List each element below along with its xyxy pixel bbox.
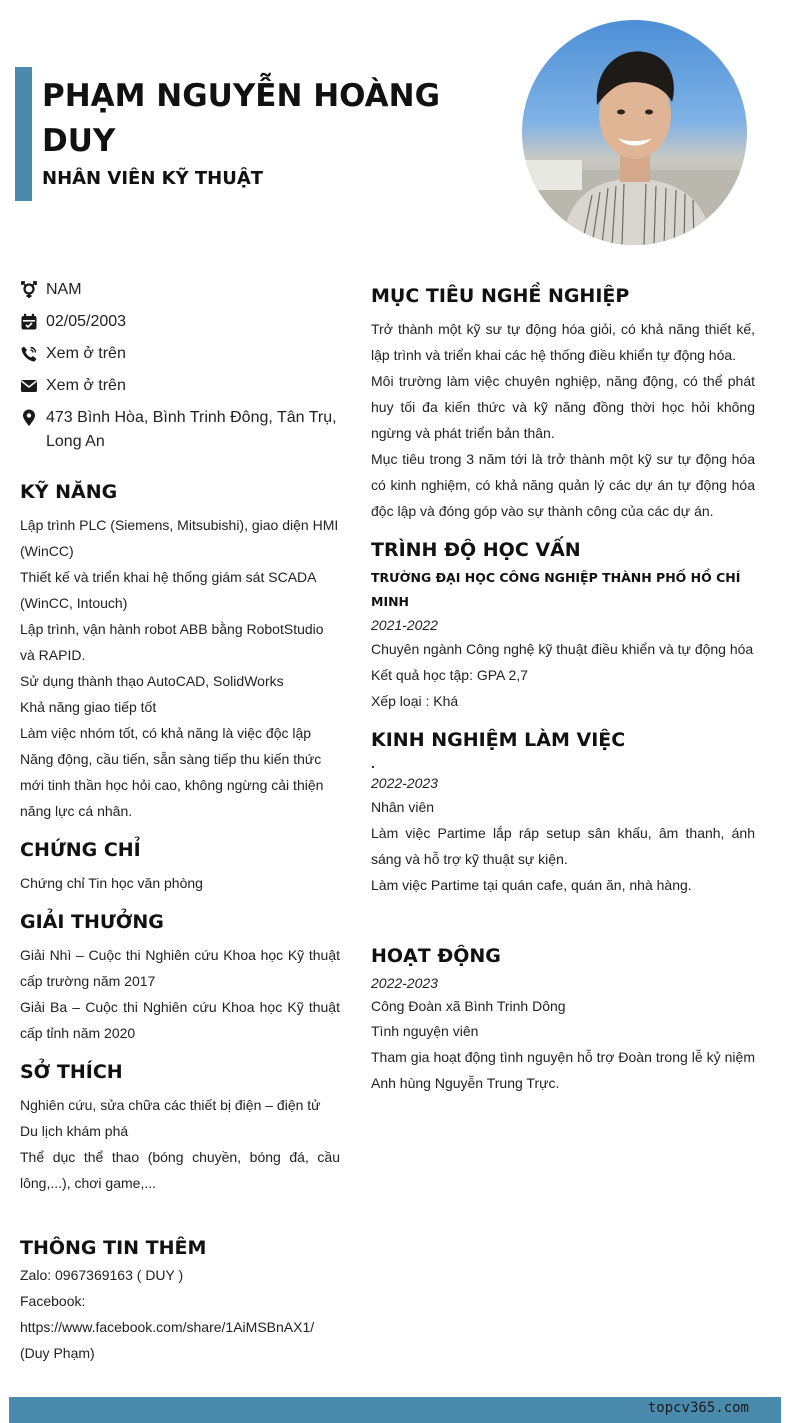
education-period: 2021-2022 bbox=[371, 617, 438, 633]
zalo-text: Zalo: 0967369163 ( DUY ) bbox=[20, 1267, 184, 1283]
facebook-name: (Duy Phạm) bbox=[20, 1345, 95, 1361]
left-column bbox=[20, 278, 340, 1378]
objective-section bbox=[371, 282, 755, 524]
gender-icon bbox=[20, 281, 38, 299]
activities-desc: Tham gia hoạt động tình nguyện hỗ trợ Đoàn trong lễ kỷ niệm Anh hùng Nguyễn Trung Trực. bbox=[371, 1049, 755, 1091]
experience-line: Làm việc Partime lắp ráp setup sân khấu, âm thanh, ánh sáng và hỗ trợ kỹ thuật sự kiện. bbox=[371, 825, 755, 867]
header-accent-bar bbox=[15, 67, 32, 201]
education-title: TRÌNH ĐỘ HỌC VẤN bbox=[371, 539, 581, 561]
map-pin-icon bbox=[20, 409, 38, 427]
certificates-title: CHỨNG CHỈ bbox=[20, 839, 141, 861]
envelope-icon bbox=[20, 377, 38, 395]
contact-phone bbox=[20, 342, 340, 366]
award-item: Giải Ba – Cuộc thi Nghiên cứu Khoa học Kỹ thuật cấp tỉnh năm 2020 bbox=[20, 999, 340, 1041]
birthday-text: 02/05/2003 bbox=[46, 313, 127, 330]
gender-text: NAM bbox=[46, 281, 82, 298]
skill-item: Thiết kế và triển khai hệ thống giám sát SCADA (WinCC, Intouch) bbox=[20, 569, 316, 611]
skill-item: Làm việc nhóm tốt, có khả năng là việc độc lập bbox=[20, 725, 312, 741]
footer-bar bbox=[9, 1397, 781, 1423]
contact-address bbox=[20, 406, 340, 454]
skill-item: Năng động, cầu tiến, sẵn sàng tiếp thu kiến thức mới tinh thần học hỏi cao, không ngừng cải thiện năng lực cá nhân. bbox=[20, 751, 324, 819]
hobby-item: Thể dục thể thao (bóng chuyền, bóng đá, cầu lông,...), chơi game,... bbox=[20, 1149, 340, 1191]
education-line: Xếp loại : Khá bbox=[371, 693, 459, 709]
skills-title: KỸ NĂNG bbox=[20, 481, 118, 503]
calendar-icon bbox=[20, 313, 38, 331]
education-line: Chuyên ngành Công nghệ kỹ thuật điều khiển và tự động hóa bbox=[371, 641, 754, 657]
activities-period: 2022-2023 bbox=[371, 975, 438, 991]
experience-line: Làm việc Partime tại quán cafe, quán ăn, nhà hàng. bbox=[371, 877, 692, 893]
skill-item: Khả năng giao tiếp tốt bbox=[20, 699, 157, 715]
education-section bbox=[371, 536, 755, 714]
hobby-item: Nghiên cứu, sửa chữa các thiết bị điện – điện tử bbox=[20, 1097, 321, 1113]
objective-title: MỤC TIÊU NGHỀ NGHIỆP bbox=[371, 285, 630, 307]
award-item: Giải Nhì – Cuộc thi Nghiên cứu Khoa học Kỹ thuật cấp trường năm 2017 bbox=[20, 947, 340, 989]
footer-watermark: topcv365.com bbox=[647, 1400, 749, 1416]
skill-item: Sử dụng thành thạo AutoCAD, SolidWorks bbox=[20, 673, 284, 689]
education-line: Kết quả học tập: GPA 2,7 bbox=[371, 667, 528, 683]
candidate-role: NHÂN VIÊN KỸ THUẬT bbox=[42, 168, 264, 189]
objective-paragraph: Môi trường làm việc chuyên nghiệp, năng động, có thể phát huy tối đa kiến thức và kỹ năng đồng thời học hỏi không ngừng và phát triển bản thân. bbox=[371, 373, 755, 441]
activities-org: Công Đoàn xã Bình Trinh Dông bbox=[371, 998, 566, 1014]
right-column bbox=[371, 282, 755, 1108]
awards-title: GIẢI THƯỞNG bbox=[20, 911, 164, 933]
experience-section bbox=[371, 726, 755, 898]
skills-section bbox=[20, 478, 340, 824]
facebook-link[interactable]: https://www.facebook.com/share/1AiMSBnAX1/ bbox=[20, 1319, 315, 1335]
objective-paragraph: Mục tiêu trong 3 năm tới là trở thành một kỹ sư tự động hóa có kinh nghiệm, có khả năng quản lý các dự án tự động hóa độc lập và đóng góp vào sự thành công của các dự án. bbox=[371, 451, 755, 519]
activities-section bbox=[371, 942, 755, 1096]
experience-title: KINH NGHIỆM LÀM VIỆC bbox=[371, 729, 626, 751]
certificate-item: Chứng chỉ Tin học văn phòng bbox=[20, 875, 203, 891]
email-text: Xem ở trên bbox=[46, 377, 126, 394]
facebook-label: Facebook: bbox=[20, 1293, 86, 1309]
activities-position: Tình nguyện viên bbox=[371, 1023, 479, 1039]
school-name: TRƯỜNG ĐẠI HỌC CÔNG NGHIỆP THÀNH PHỐ HỒ CHÍ MINH bbox=[371, 570, 741, 609]
hobby-item: Du lịch khám phá bbox=[20, 1123, 129, 1139]
certificates-section bbox=[20, 836, 340, 896]
experience-period: 2022-2023 bbox=[371, 775, 438, 791]
contact-gender bbox=[20, 278, 340, 302]
contact-email bbox=[20, 374, 340, 398]
address-text: 473 Bình Hòa, Bình Trinh Đông, Tân Trụ, Long An bbox=[46, 409, 337, 450]
contact-birthday bbox=[20, 310, 340, 334]
extra-info-title: THÔNG TIN THÊM bbox=[20, 1237, 207, 1259]
candidate-name: PHẠM NGUYỄN HOÀNG DUY bbox=[42, 78, 441, 159]
hobbies-title: SỞ THÍCH bbox=[20, 1061, 123, 1083]
experience-company: . bbox=[371, 755, 375, 771]
extra-info-section bbox=[20, 1234, 340, 1366]
awards-section bbox=[20, 908, 340, 1046]
skill-item: Lập trình, vận hành robot ABB bằng RobotStudio và RAPID. bbox=[20, 621, 324, 663]
objective-paragraph: Trở thành một kỹ sư tự động hóa giỏi, có khả năng thiết kế, lập trình và triển khai các hệ thống điều khiển tự động hóa. bbox=[371, 321, 755, 363]
skill-item: Lập trình PLC (Siemens, Mitsubishi), giao diện HMI (WinCC) bbox=[20, 517, 339, 559]
hobbies-section bbox=[20, 1058, 340, 1196]
phone-text: Xem ở trên bbox=[46, 345, 126, 362]
avatar bbox=[522, 20, 747, 245]
phone-icon bbox=[20, 345, 38, 363]
experience-position: Nhân viên bbox=[371, 799, 435, 815]
activities-title: HOẠT ĐỘNG bbox=[371, 945, 501, 967]
